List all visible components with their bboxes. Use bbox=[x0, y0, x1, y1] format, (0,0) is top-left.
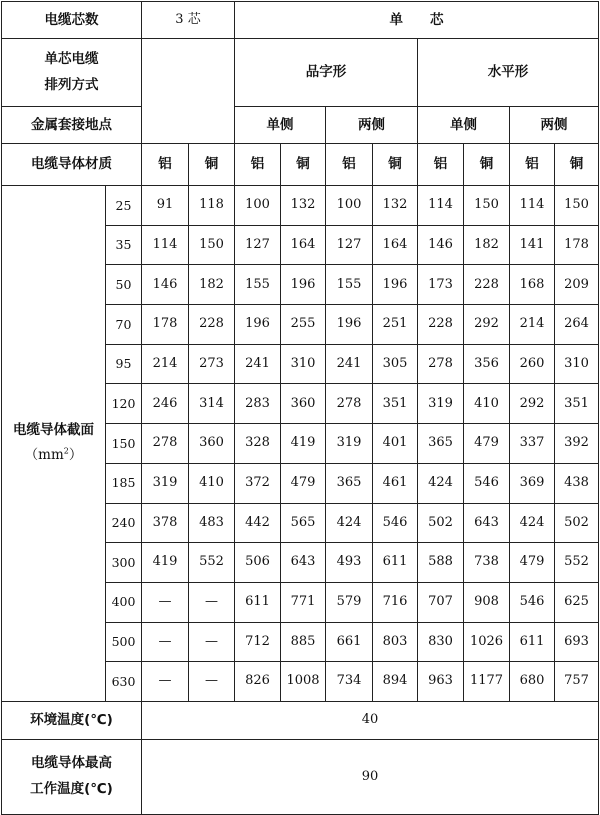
ampacity-cell: 155 bbox=[235, 265, 281, 305]
ampacity-cell: 502 bbox=[418, 503, 464, 543]
ampacity-cell: — bbox=[189, 622, 235, 662]
ampacity-table bbox=[1, 1, 599, 815]
ampacity-cell: 100 bbox=[235, 186, 281, 226]
ampacity-cell: 214 bbox=[510, 305, 555, 345]
cross-section-value: 95 bbox=[106, 344, 142, 384]
cross-section-value: 35 bbox=[106, 225, 142, 265]
ampacity-cell: 552 bbox=[189, 543, 235, 583]
ampacity-cell: 114 bbox=[510, 186, 555, 226]
ampacity-cell: 246 bbox=[142, 384, 189, 424]
ampacity-cell: — bbox=[142, 662, 189, 702]
flat-both-ends: 两侧 bbox=[510, 107, 599, 144]
cross-section-unit bbox=[25, 447, 83, 463]
ampacity-cell: 155 bbox=[326, 265, 373, 305]
cross-section-unit-prefix: （mm bbox=[24, 447, 64, 464]
ampacity-cell: 588 bbox=[418, 543, 464, 583]
ampacity-cell: 483 bbox=[189, 503, 235, 543]
ampacity-cell: 369 bbox=[510, 463, 555, 503]
ampacity-cell: 260 bbox=[510, 344, 555, 384]
ampacity-cell: 410 bbox=[464, 384, 510, 424]
ampacity-cell: 118 bbox=[189, 186, 235, 226]
ampacity-cell: 424 bbox=[510, 503, 555, 543]
material-al: 铝 bbox=[235, 144, 281, 186]
ampacity-cell: 438 bbox=[555, 463, 599, 503]
ampacity-cell: 196 bbox=[326, 305, 373, 345]
ampacity-cell: 579 bbox=[326, 582, 373, 622]
ampacity-cell: 173 bbox=[418, 265, 464, 305]
ampacity-cell: 693 bbox=[555, 622, 599, 662]
ampacity-cell: 337 bbox=[510, 424, 555, 464]
ampacity-cell: 196 bbox=[373, 265, 418, 305]
ampacity-cell: 424 bbox=[326, 503, 373, 543]
arrangement-label-line2: 排列方式 bbox=[44, 76, 99, 93]
single-core-header: 单 芯 bbox=[235, 2, 599, 39]
cross-section-value: 120 bbox=[106, 384, 142, 424]
three-core-blank-cell bbox=[142, 39, 235, 144]
ambient-temp-label: 环境温度(℃) bbox=[2, 701, 142, 739]
ampacity-cell: 91 bbox=[142, 186, 189, 226]
ampacity-cell: 479 bbox=[510, 543, 555, 583]
max-temp-value: 90 bbox=[142, 739, 599, 814]
ampacity-cell: 771 bbox=[281, 582, 326, 622]
ampacity-cell: 356 bbox=[464, 344, 510, 384]
ampacity-cell: 611 bbox=[373, 543, 418, 583]
cross-section-value: 300 bbox=[106, 543, 142, 583]
ampacity-cell: 360 bbox=[189, 424, 235, 464]
cross-section-value: 240 bbox=[106, 503, 142, 543]
ampacity-cell: 196 bbox=[235, 305, 281, 345]
cross-section-value: 400 bbox=[106, 582, 142, 622]
ampacity-cell: 168 bbox=[510, 265, 555, 305]
ampacity-cell: 164 bbox=[373, 225, 418, 265]
ampacity-cell: 707 bbox=[418, 582, 464, 622]
cross-section-value: 70 bbox=[106, 305, 142, 345]
arrangement-label bbox=[2, 39, 142, 107]
sheath-bonding-label: 金属套接地点 bbox=[2, 107, 142, 144]
ampacity-cell: 305 bbox=[373, 344, 418, 384]
ampacity-cell: 757 bbox=[555, 662, 599, 702]
flat-single-end: 单侧 bbox=[418, 107, 510, 144]
ampacity-cell: 378 bbox=[142, 503, 189, 543]
ampacity-cell: 114 bbox=[418, 186, 464, 226]
material-al: 铝 bbox=[326, 144, 373, 186]
material-al: 铝 bbox=[142, 144, 189, 186]
ampacity-cell: 442 bbox=[235, 503, 281, 543]
material-cu: 铜 bbox=[373, 144, 418, 186]
ampacity-cell: 114 bbox=[142, 225, 189, 265]
ampacity-cell: 643 bbox=[464, 503, 510, 543]
ampacity-cell: 963 bbox=[418, 662, 464, 702]
ampacity-cell: 278 bbox=[326, 384, 373, 424]
ampacity-cell: 360 bbox=[281, 384, 326, 424]
material-cu: 铜 bbox=[464, 144, 510, 186]
ampacity-cell: 273 bbox=[189, 344, 235, 384]
ampacity-cell: 502 bbox=[555, 503, 599, 543]
ampacity-cell: 182 bbox=[464, 225, 510, 265]
ampacity-cell: 506 bbox=[235, 543, 281, 583]
header-row-core-count bbox=[2, 2, 599, 39]
material-cu: 铜 bbox=[555, 144, 599, 186]
three-core-header: 3 芯 bbox=[142, 2, 235, 39]
ampacity-cell: 546 bbox=[510, 582, 555, 622]
ampacity-cell: 132 bbox=[281, 186, 326, 226]
ampacity-cell: 351 bbox=[373, 384, 418, 424]
ampacity-cell: 401 bbox=[373, 424, 418, 464]
ampacity-cell: 310 bbox=[281, 344, 326, 384]
cross-section-unit-sup: 2 bbox=[63, 446, 69, 456]
ampacity-cell: 565 bbox=[281, 503, 326, 543]
ampacity-cell: 328 bbox=[235, 424, 281, 464]
ampacity-cell: 734 bbox=[326, 662, 373, 702]
ampacity-cell: 178 bbox=[555, 225, 599, 265]
cross-section-value: 630 bbox=[106, 662, 142, 702]
ampacity-cell: 146 bbox=[142, 265, 189, 305]
ampacity-cell: 241 bbox=[326, 344, 373, 384]
ampacity-cell: 1026 bbox=[464, 622, 510, 662]
ampacity-cell: 314 bbox=[189, 384, 235, 424]
arrangement-label-line1: 单芯电缆 bbox=[44, 50, 99, 67]
max-temp-row bbox=[2, 739, 599, 814]
ampacity-cell: 908 bbox=[464, 582, 510, 622]
ampacity-cell: — bbox=[142, 622, 189, 662]
ampacity-cell: 214 bbox=[142, 344, 189, 384]
ampacity-cell: 643 bbox=[281, 543, 326, 583]
ampacity-cell: 611 bbox=[235, 582, 281, 622]
material-al: 铝 bbox=[418, 144, 464, 186]
ampacity-cell: 164 bbox=[281, 225, 326, 265]
header-row-arrangement bbox=[2, 39, 599, 107]
ampacity-cell: 546 bbox=[464, 463, 510, 503]
max-temp-label-line2: 工作温度(℃) bbox=[30, 780, 113, 797]
ampacity-cell: 196 bbox=[281, 265, 326, 305]
ampacity-cell: 424 bbox=[418, 463, 464, 503]
ampacity-cell: 292 bbox=[510, 384, 555, 424]
cross-section-value: 50 bbox=[106, 265, 142, 305]
ampacity-cell: 127 bbox=[235, 225, 281, 265]
ampacity-cell: 228 bbox=[464, 265, 510, 305]
ampacity-cell: 392 bbox=[555, 424, 599, 464]
max-temp-label-line1: 电缆导体最高 bbox=[31, 755, 112, 772]
ampacity-cell: 228 bbox=[418, 305, 464, 345]
ampacity-cell: — bbox=[142, 582, 189, 622]
ampacity-cell: 1177 bbox=[464, 662, 510, 702]
ampacity-cell: 611 bbox=[510, 622, 555, 662]
cross-section-unit-suffix: ） bbox=[68, 447, 83, 464]
ampacity-cell: 319 bbox=[142, 463, 189, 503]
ampacity-cell: 150 bbox=[189, 225, 235, 265]
ambient-temp-value: 40 bbox=[142, 701, 599, 739]
ampacity-cell: 546 bbox=[373, 503, 418, 543]
ampacity-cell: 146 bbox=[418, 225, 464, 265]
ampacity-cell: 100 bbox=[326, 186, 373, 226]
ampacity-cell: 365 bbox=[418, 424, 464, 464]
ampacity-cell: 419 bbox=[281, 424, 326, 464]
ampacity-cell: 552 bbox=[555, 543, 599, 583]
ampacity-cell: 150 bbox=[464, 186, 510, 226]
ampacity-cell: 310 bbox=[555, 344, 599, 384]
ampacity-cell: 625 bbox=[555, 582, 599, 622]
ampacity-cell: 803 bbox=[373, 622, 418, 662]
ampacity-cell: 264 bbox=[555, 305, 599, 345]
ampacity-cell: 241 bbox=[235, 344, 281, 384]
ampacity-cell: 894 bbox=[373, 662, 418, 702]
ampacity-cell: 479 bbox=[464, 424, 510, 464]
ampacity-cell: 461 bbox=[373, 463, 418, 503]
ampacity-cell: 351 bbox=[555, 384, 599, 424]
ampacity-cell: 830 bbox=[418, 622, 464, 662]
ampacity-cell: 127 bbox=[326, 225, 373, 265]
header-row-bonding bbox=[2, 107, 599, 144]
ampacity-cell: 410 bbox=[189, 463, 235, 503]
ampacity-cell: 372 bbox=[235, 463, 281, 503]
table-row bbox=[2, 186, 599, 226]
trefoil-both-ends: 两侧 bbox=[326, 107, 418, 144]
ampacity-cell: 712 bbox=[235, 622, 281, 662]
ampacity-cell: 716 bbox=[373, 582, 418, 622]
trefoil-single-end: 单侧 bbox=[235, 107, 326, 144]
cross-section-value: 25 bbox=[106, 186, 142, 226]
cross-section-value: 150 bbox=[106, 424, 142, 464]
cross-section-value: 185 bbox=[106, 463, 142, 503]
ampacity-cell: 141 bbox=[510, 225, 555, 265]
ampacity-cell: 680 bbox=[510, 662, 555, 702]
ampacity-cell: 661 bbox=[326, 622, 373, 662]
ampacity-cell: 278 bbox=[142, 424, 189, 464]
ampacity-cell: — bbox=[189, 662, 235, 702]
ampacity-cell: 365 bbox=[326, 463, 373, 503]
conductor-material-label: 电缆导体材质 bbox=[2, 144, 142, 186]
material-cu: 铜 bbox=[281, 144, 326, 186]
ampacity-cell: 493 bbox=[326, 543, 373, 583]
ampacity-cell: 178 bbox=[142, 305, 189, 345]
data-rows bbox=[2, 186, 599, 702]
ampacity-cell: 319 bbox=[326, 424, 373, 464]
ampacity-cell: 1008 bbox=[281, 662, 326, 702]
ampacity-cell: 251 bbox=[373, 305, 418, 345]
ampacity-cell: 738 bbox=[464, 543, 510, 583]
header-row-material bbox=[2, 144, 599, 186]
core-count-label: 电缆芯数 bbox=[2, 2, 142, 39]
ampacity-cell: 278 bbox=[418, 344, 464, 384]
flat-header: 水平形 bbox=[418, 39, 599, 107]
ampacity-cell: 479 bbox=[281, 463, 326, 503]
ambient-temp-row bbox=[2, 701, 599, 739]
ampacity-cell: 292 bbox=[464, 305, 510, 345]
ampacity-cell: 319 bbox=[418, 384, 464, 424]
ampacity-cell: 255 bbox=[281, 305, 326, 345]
ampacity-cell: 228 bbox=[189, 305, 235, 345]
ampacity-cell: 283 bbox=[235, 384, 281, 424]
max-temp-label bbox=[2, 739, 142, 814]
cross-section-label-line1: 电缆导体截面 bbox=[13, 421, 94, 438]
ampacity-cell: 885 bbox=[281, 622, 326, 662]
ampacity-cell: 182 bbox=[189, 265, 235, 305]
ampacity-cell: 419 bbox=[142, 543, 189, 583]
cross-section-value: 500 bbox=[106, 622, 142, 662]
trefoil-header: 品字形 bbox=[235, 39, 418, 107]
ampacity-cell: 150 bbox=[555, 186, 599, 226]
ampacity-cell: — bbox=[189, 582, 235, 622]
ampacity-cell: 132 bbox=[373, 186, 418, 226]
cross-section-label bbox=[2, 186, 106, 702]
material-al: 铝 bbox=[510, 144, 555, 186]
ampacity-cell: 209 bbox=[555, 265, 599, 305]
ampacity-cell: 826 bbox=[235, 662, 281, 702]
material-cu: 铜 bbox=[189, 144, 235, 186]
